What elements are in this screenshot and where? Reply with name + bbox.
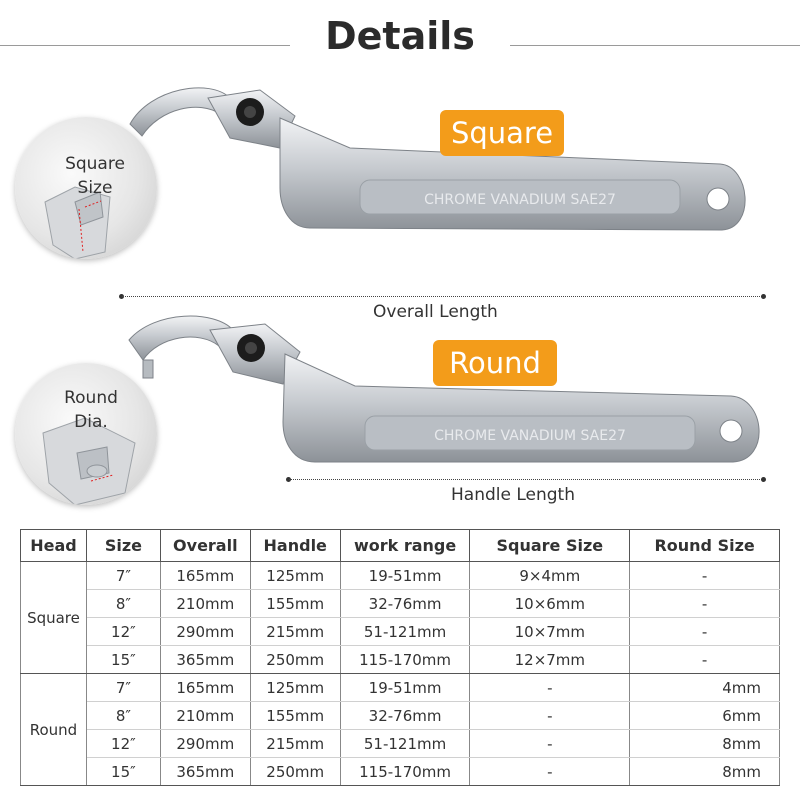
table-cell: 250mm [250, 758, 340, 786]
table-cell: 8mm [630, 730, 780, 758]
page-title: Details [325, 14, 475, 58]
header-head: Head [21, 530, 87, 562]
table-row [21, 758, 780, 786]
table-cell: - [470, 702, 630, 730]
header-square-size: Square Size [470, 530, 630, 562]
header-work-range: work range [340, 530, 470, 562]
table-cell: 12×7mm [470, 646, 630, 674]
table-cell: 12″ [86, 730, 160, 758]
table-cell: - [470, 674, 630, 702]
title-rule-right [510, 45, 800, 46]
table-cell: 210mm [160, 702, 250, 730]
handle-length-end-dot [761, 477, 766, 482]
table-cell: 15″ [86, 758, 160, 786]
header-handle: Handle [250, 530, 340, 562]
handle-length-line [289, 479, 764, 481]
table-cell: 19-51mm [340, 562, 470, 590]
overall-length-end-dot [761, 294, 766, 299]
table-cell: 7″ [86, 674, 160, 702]
table-cell: 10×7mm [470, 618, 630, 646]
table-cell: 4mm [630, 674, 780, 702]
table-cell: 250mm [250, 646, 340, 674]
table-cell: - [630, 646, 780, 674]
round-dia-label: Round Dia. [64, 388, 118, 432]
table-cell: 7″ [86, 562, 160, 590]
table-cell: 155mm [250, 590, 340, 618]
table-cell: 10×6mm [470, 590, 630, 618]
table-row [21, 702, 780, 730]
table-cell: 365mm [160, 646, 250, 674]
round-tip-detail-icon [15, 363, 157, 505]
table-cell: 32-76mm [340, 590, 470, 618]
table-row [21, 618, 780, 646]
table-cell: - [470, 730, 630, 758]
table-cell: 15″ [86, 646, 160, 674]
round-hook-wrench-image [115, 310, 775, 480]
table-cell: 115-170mm [340, 758, 470, 786]
table-cell: 32-76mm [340, 702, 470, 730]
table-cell: 165mm [160, 674, 250, 702]
table-cell: 6mm [630, 702, 780, 730]
table-cell: 115-170mm [340, 646, 470, 674]
engraving-text: CHROME VANADIUM SAE27 [424, 192, 616, 208]
badge-square: Square [440, 110, 564, 156]
spec-table [20, 529, 780, 786]
overall-length-label: Overall Length [373, 302, 498, 322]
table-cell: - [630, 562, 780, 590]
square-hook-wrench-image [120, 78, 760, 248]
table-cell: 19-51mm [340, 674, 470, 702]
table-cell: 51-121mm [340, 618, 470, 646]
table-row [21, 674, 780, 702]
table-row [21, 562, 780, 590]
table-cell: - [630, 618, 780, 646]
table-cell: 12″ [86, 618, 160, 646]
handle-length-label: Handle Length [451, 485, 575, 505]
table-cell: 290mm [160, 730, 250, 758]
table-cell: 215mm [250, 730, 340, 758]
table-cell: 8mm [630, 758, 780, 786]
table-cell: - [470, 758, 630, 786]
table-cell: 155mm [250, 702, 340, 730]
overall-length-line [122, 296, 764, 298]
table-cell: 210mm [160, 590, 250, 618]
table-cell: 165mm [160, 562, 250, 590]
header-size: Size [86, 530, 160, 562]
engraving-text-round: CHROME VANADIUM SAE27 [434, 428, 626, 444]
head-group-cell: Square [21, 562, 87, 674]
table-cell: 365mm [160, 758, 250, 786]
table-row [21, 730, 780, 758]
table-header-row [21, 530, 780, 562]
round-dia-callout [15, 363, 157, 505]
header-round-size: Round Size [630, 530, 780, 562]
square-size-label: Square Size [65, 154, 125, 198]
table-row [21, 590, 780, 618]
table-cell: 290mm [160, 618, 250, 646]
table-cell: 125mm [250, 674, 340, 702]
table-cell: 8″ [86, 702, 160, 730]
table-cell: 51-121mm [340, 730, 470, 758]
table-cell: 215mm [250, 618, 340, 646]
table-cell: - [630, 590, 780, 618]
badge-round: Round [433, 340, 557, 386]
table-row [21, 646, 780, 674]
header-overall: Overall [160, 530, 250, 562]
table-cell: 8″ [86, 590, 160, 618]
table-cell: 9×4mm [470, 562, 630, 590]
head-group-cell: Round [21, 674, 87, 786]
table-cell: 125mm [250, 562, 340, 590]
